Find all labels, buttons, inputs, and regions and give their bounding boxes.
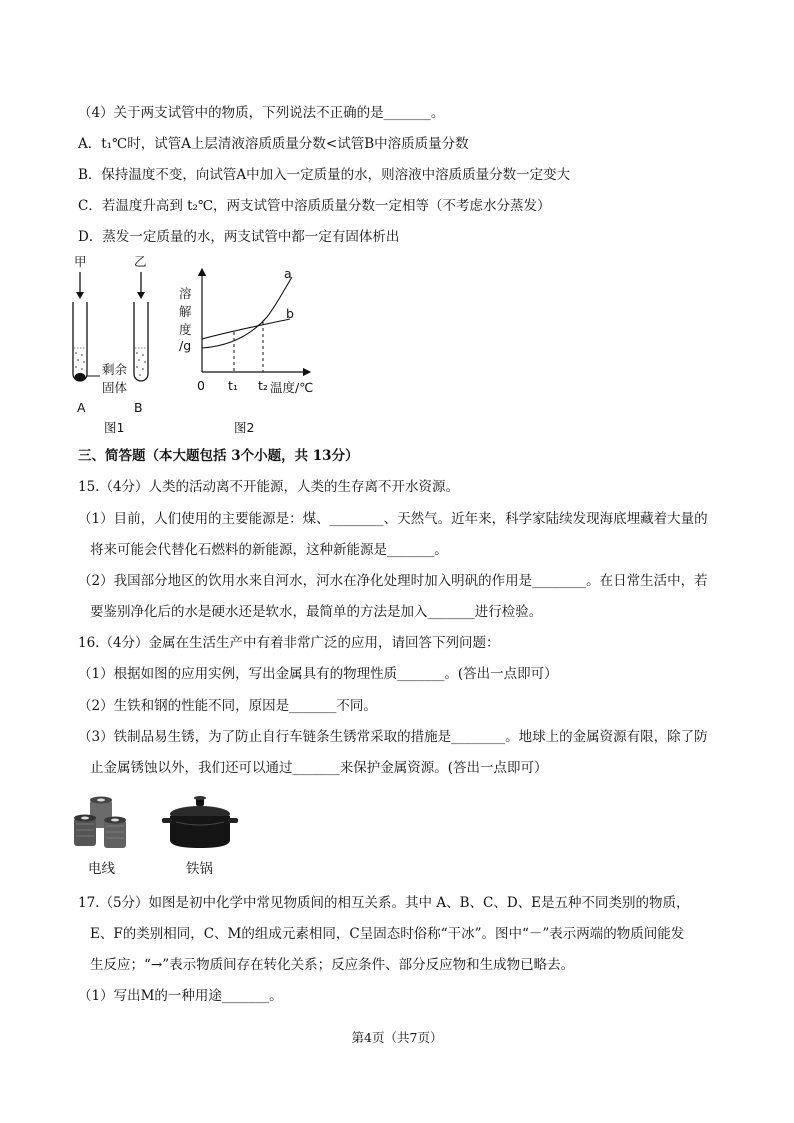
wire-spool-icon (72, 794, 132, 854)
figure2-caption: 图2 (234, 420, 255, 435)
y-label-2: 解 (179, 304, 192, 319)
q16-part3-line1: （3）铁制品易生锈，为了防止自行车链条生锈常采取的措施是________。地球上的金属资源有限，除了防 (78, 729, 708, 745)
iron-pot-caption: 铁锅 (186, 861, 213, 877)
curve-a (202, 277, 292, 348)
q14-option-a: A．t₁℃时，试管A上层清液溶质质量分数<试管B中溶质质量分数 (78, 136, 469, 152)
figure2-solubility-chart (172, 262, 332, 442)
remaining-solid-icon (75, 373, 86, 381)
t1-label: t₁ (228, 378, 238, 393)
q17-line2: E、F的类别相同，C、M的组成元素相同，C呈固态时俗称“干冰”。图中“－”表示两端的物质间能发 (90, 926, 685, 942)
wire-spools-image (72, 794, 132, 854)
section3-title: 三、简答题（本大题包括 3个小题，共 13分） (78, 448, 359, 464)
test-tube-a (73, 302, 87, 381)
iron-pot-image (160, 792, 240, 854)
q14-part4: （4）关于两支试管中的物质，下列说法不正确的是_______。 (78, 105, 445, 121)
iron-pot-icon (160, 792, 240, 854)
x-axis-label: 温度/℃ (270, 380, 314, 395)
q15-stem: 15.（4分）人类的活动离不开能源，人类的生存离不开水资源。 (78, 479, 460, 495)
t2-label: t₂ (258, 378, 268, 393)
tube-jia-label: 甲 (74, 254, 87, 269)
q17-part1: （1）写出M的一种用途_______。 (78, 988, 283, 1004)
q16-part1: （1）根据如图的应用实例，写出金属具有的物理性质_______。(答出一点即可） (78, 666, 558, 682)
tube-a-label: A (77, 400, 86, 415)
curve-b-label: b (286, 306, 294, 321)
origin-label: 0 (197, 378, 205, 393)
tube-yi-label: 乙 (134, 254, 147, 269)
remaining-solid-label-line1: 剩余 (102, 362, 128, 377)
q14-option-c: C．若温度升高到 t₂℃，两支试管中溶质质量分数一定相等（不考虑水分蒸发） (78, 198, 551, 214)
q16-part2: （2）生铁和钢的性能不同，原因是_______不同。 (78, 698, 377, 714)
q17-line3: 生反应；“→”表示物质间存在转化关系；反应条件、部分反应物和生成物已略去。 (90, 957, 575, 973)
q17-line1: 17.（5分）如图是初中化学中常见物质间的相互关系。其中 A、B、C、D、E是五种不同类别的物质， (78, 895, 690, 911)
tube-b-label: B (134, 400, 143, 415)
figure1-test-tubes (60, 252, 180, 442)
q14-option-d: D．蒸发一定质量的水，两支试管中都一定有固体析出 (78, 229, 400, 245)
q14-option-b: B．保持温度不变，向试管A中加入一定质量的水，则溶液中溶质质量分数一定变大 (78, 167, 571, 183)
wire-caption: 电线 (88, 861, 115, 877)
test-tube-b (134, 302, 148, 381)
q15-part1-line1: （1）目前，人们使用的主要能源是：煤、________、天然气。近年来，科学家陆续发现海底埋藏着大量的 (78, 511, 708, 527)
q16-stem: 16.（4分）金属在生活生产中有着非常广泛的应用，请回答下列问题： (78, 635, 500, 651)
q15-part2-line1: （2）我国部分地区的饮用水来自河水，河水在净化处理时加入明矾的作用是________。在日常生活中，若 (78, 573, 708, 589)
page-footer: 第4页（共7页） (351, 1030, 443, 1045)
y-label-3: 度 (179, 322, 192, 337)
remaining-solid-label-line2: 固体 (102, 380, 128, 395)
q15-part2-line2: 要鉴别净化后的水是硬水还是软水，最简单的方法是加入_______进行检验。 (90, 604, 543, 620)
y-label-4: /g (179, 338, 192, 353)
y-label-1: 溶 (179, 286, 192, 301)
curve-a-label: a (284, 266, 292, 281)
q15-part1-line2: 将来可能会代替化石燃料的新能源，这种新能源是_______。 (90, 542, 448, 558)
figure1-caption: 图1 (104, 420, 125, 435)
q16-part3-line2: 止金属锈蚀以外，我们还可以通过_______来保护金属资源。(答出一点即可） (90, 760, 548, 776)
curve-b (202, 319, 290, 339)
solubility-chart-drawing (172, 262, 332, 442)
